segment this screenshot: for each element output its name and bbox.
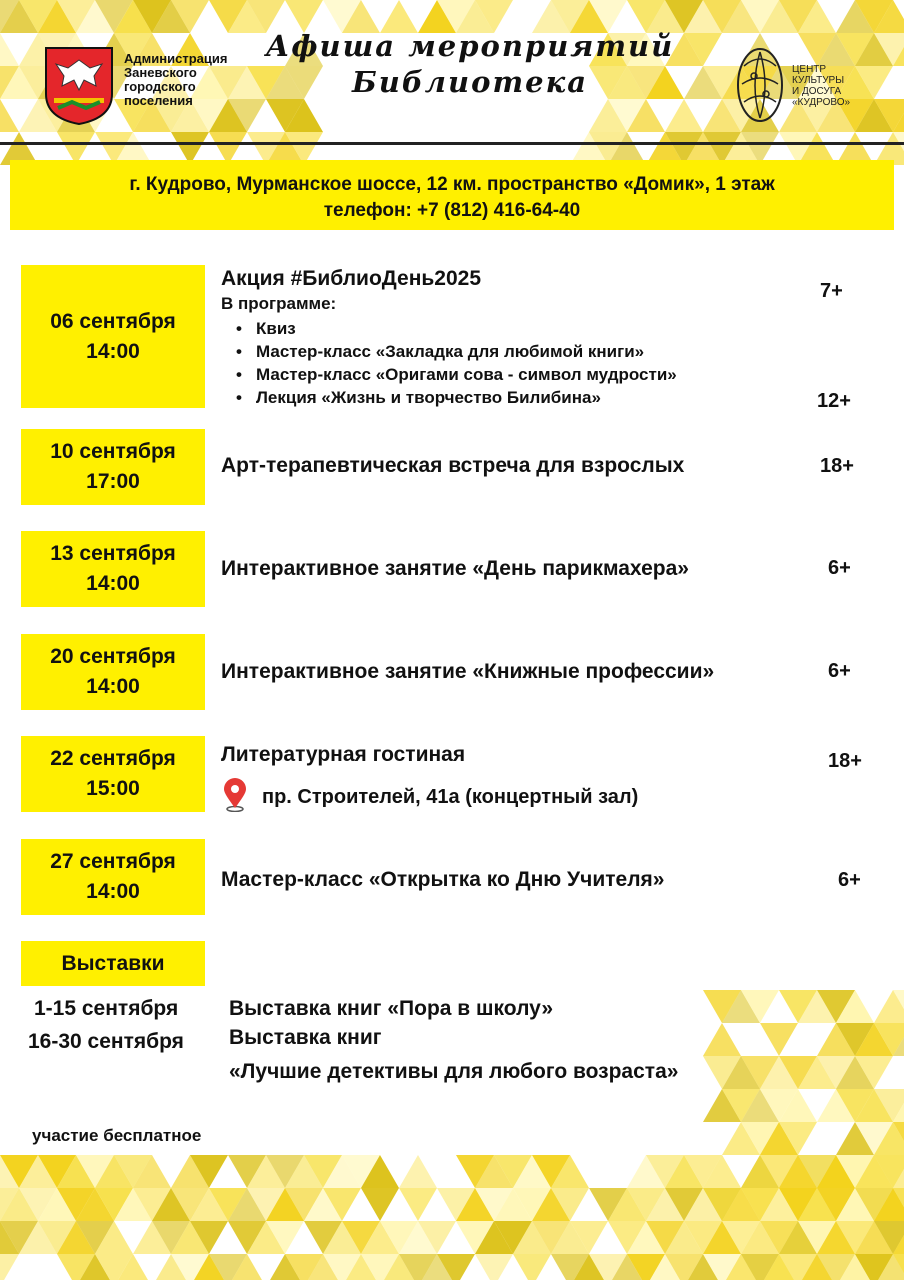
background-triangle <box>399 1155 437 1188</box>
culture-center-name <box>792 64 882 108</box>
event-date: 20 сентября <box>50 645 176 668</box>
title-line1: Афиша мероприятий <box>265 29 675 63</box>
exhibition-title: Выставка книг <box>229 1026 382 1049</box>
event-date-box <box>21 839 205 915</box>
age-badge: 6+ <box>838 869 861 891</box>
event-date: 13 сентября <box>50 542 176 565</box>
event-title: Интерактивное занятие «Книжные профессии» <box>221 660 715 683</box>
event-date: 27 сентября <box>50 850 176 873</box>
event-time: 14:00 <box>86 675 140 698</box>
coat-of-arms-icon <box>44 46 114 126</box>
background-triangle <box>0 33 19 66</box>
event-title: Мастер-класс «Открытка ко Дню Учителя» <box>221 868 665 891</box>
program-list <box>236 317 677 409</box>
admin-name-line: Администрация <box>124 51 228 66</box>
event-time: 14:00 <box>86 880 140 903</box>
exhibition-title-line2: «Лучшие детективы для любого возраста» <box>229 1060 679 1083</box>
event-date-box <box>21 634 205 710</box>
exhibitions-label: Выставки <box>21 941 205 986</box>
age-badge: 12+ <box>817 390 851 412</box>
exhibition-dates: 16-30 сентября <box>28 1030 184 1053</box>
address-line: г. Кудрово, Мурманское шоссе, 12 км. пространство «Домик», 1 этаж <box>129 174 775 195</box>
program-item: • Лекция «Жизнь и творчество Билибина» <box>236 386 677 409</box>
title-line2: Библиотека <box>351 65 588 99</box>
event-time: 14:00 <box>86 339 140 363</box>
age-badge: 6+ <box>828 557 851 579</box>
background-triangle <box>703 1023 741 1056</box>
center-name-line: И ДОСУГА <box>792 86 842 97</box>
background-triangle <box>513 1254 551 1280</box>
event-time: 17:00 <box>86 470 140 493</box>
admin-name-line: Заневского <box>124 65 197 80</box>
age-badge: 18+ <box>820 455 854 477</box>
background-triangle <box>361 1188 399 1221</box>
background-triangle <box>475 1254 513 1280</box>
event-title: Акция #БиблиоДень2025 <box>221 267 481 290</box>
age-badge: 18+ <box>828 750 862 772</box>
background-triangle <box>0 1254 19 1280</box>
background-triangle <box>0 99 19 132</box>
background-triangle <box>399 1188 437 1221</box>
event-date: 06 сентября <box>50 309 176 333</box>
age-badge: 7+ <box>820 280 843 302</box>
background-triangle <box>665 99 703 132</box>
program-label: В программе: <box>221 294 337 313</box>
event-title: Литературная гостиная <box>221 743 466 766</box>
event-title: Интерактивное занятие «День парикмахера» <box>221 557 689 580</box>
event-title: Арт-терапевтическая встреча для взрослых <box>221 454 685 477</box>
admin-name <box>124 52 254 108</box>
center-name-line: ЦЕНТР <box>792 64 827 75</box>
event-time: 15:00 <box>86 777 140 800</box>
location-pin-icon <box>222 778 248 812</box>
culture-center-logo-icon <box>734 46 786 124</box>
page-title <box>250 28 690 100</box>
event-date-box <box>21 265 205 408</box>
phone-line: телефон: +7 (812) 416-64-40 <box>323 200 581 221</box>
program-item: • Мастер-класс «Закладка для любимой книги» <box>236 340 677 363</box>
address-banner <box>10 160 894 230</box>
event-date-box <box>21 736 205 812</box>
event-date-box <box>21 531 205 607</box>
exhibition-title: Выставка книг «Пора в школу» <box>229 997 554 1020</box>
center-name-line: КУЛЬТУРЫ <box>792 75 845 86</box>
admin-name-line: городского <box>124 79 196 94</box>
event-date: 22 сентября <box>50 747 176 770</box>
event-location: пр. Строителей, 41а (концертный зал) <box>262 786 639 808</box>
age-badge: 6+ <box>828 660 851 682</box>
program-item: • Квиз <box>236 317 677 340</box>
exhibition-dates: 1-15 сентября <box>34 997 179 1020</box>
event-time: 14:00 <box>86 572 140 595</box>
center-name-line: «КУДРОВО» <box>792 97 851 108</box>
free-participation-note: участие бесплатное <box>32 1126 202 1145</box>
event-date-box <box>21 429 205 505</box>
event-date: 10 сентября <box>50 440 176 463</box>
header-divider <box>0 142 904 145</box>
background-triangle <box>760 1023 798 1056</box>
program-item: • Мастер-класс «Оригами сова - символ мудрости» <box>236 363 677 386</box>
admin-name-line: поселения <box>124 93 193 108</box>
